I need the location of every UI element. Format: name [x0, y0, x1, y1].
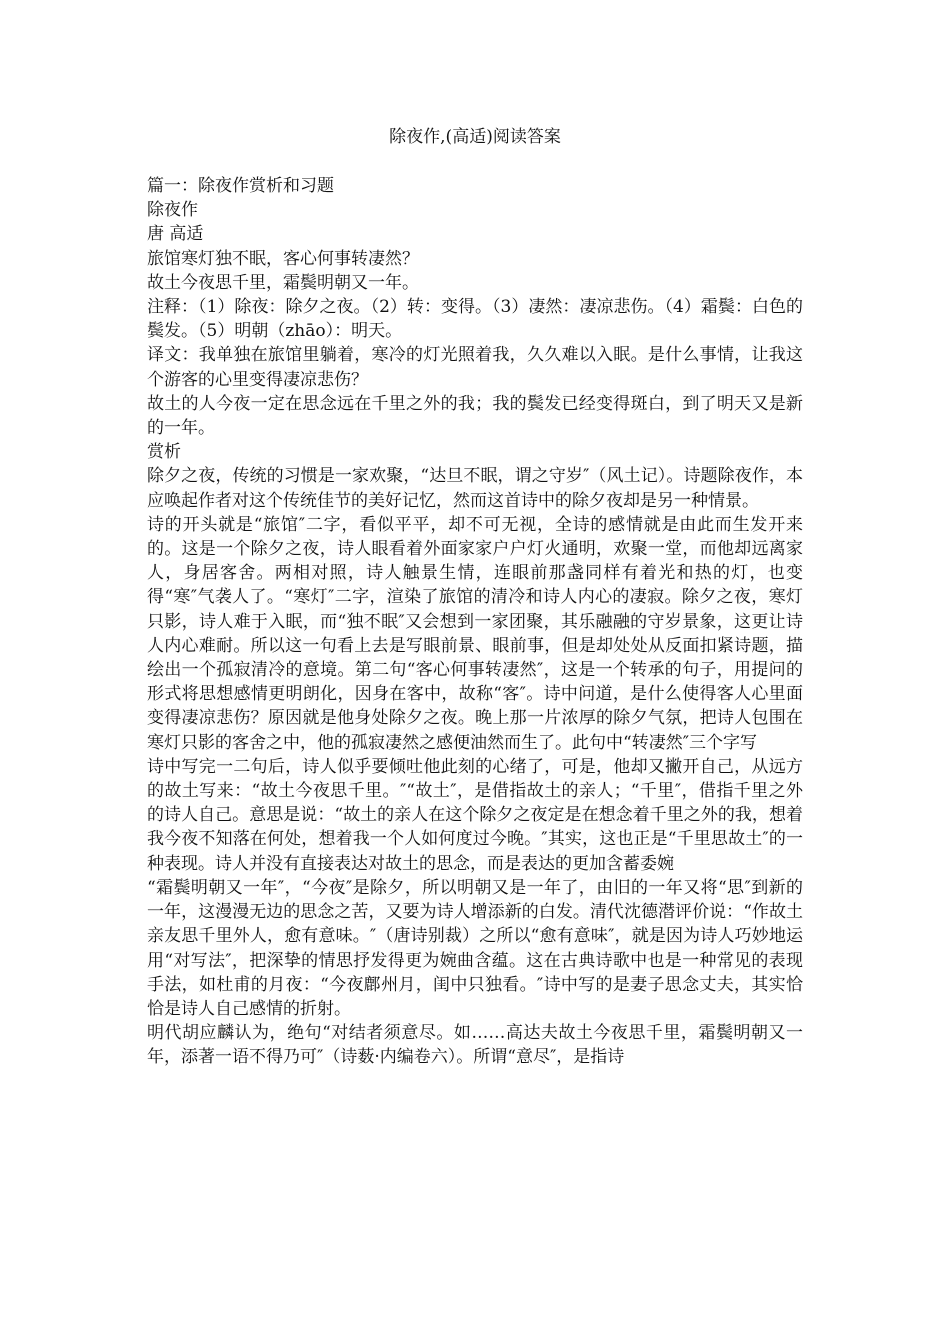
- document-title: 除夜作,(高适)阅读答案: [389, 127, 561, 147]
- document-body: [147, 174, 803, 1070]
- appreciation-heading: 赏析: [147, 442, 181, 463]
- appreciation-paragraph-5: 明代胡应麟认为，绝句“对结者须意尽。如……高达夫故土今夜思千里，霜鬓明朝又一年，添著一语不得乃可″（诗薮·内编卷六）。所谓“意尽″，是指诗: [147, 1023, 803, 1068]
- poem-line-1: 旅馆寒灯独不眠，客心何事转凄然？: [147, 248, 419, 269]
- translation-paragraph-2: 故土的人今夜一定在思念远在千里之外的我；我的鬓发已经变得斑白，到了明天又是新的一年。: [147, 393, 803, 439]
- poem-author: 唐 高适: [147, 224, 204, 245]
- appreciation-paragraph-3: 诗中写完一二句后，诗人似乎要倾吐他此刻的心绪了，可是，他却又撇开自己，从远方的故土写来：“故土今夜思千里。″“故土″，是借指故土的亲人；“千里″，借指千里之外的诗人自己。意思是说：“故土的亲人在这个除夕之夜定是在想念着千里之外的我，想着我今夜不知落在何处，想着我一个人如何度过今晚。″其实，这也正是“千里思故土″的一种表现。诗人并没有直接表达对故土的思念，而是表达的更加含蓄委婉: [147, 756, 803, 874]
- appreciation-paragraph-4: “霜鬓明朝又一年″，“今夜″是除夕，所以明朝又是一年了，由旧的一年又将“思″到新的一年，这漫漫无边的思念之苦，又要为诗人增添新的白发。清代沈德潜评价说：“作故土亲友思千里外人，愈有意味。″（唐诗别裁）之所以“愈有意味″，就是因为诗人巧妙地运用“对写法″，把深挚的情思抒发得更为婉曲含蕴。这在古典诗歌中也是一种常见的表现手法，如杜甫的月夜：“今夜鄜州月，闺中只独看。″诗中写的是妻子思念丈夫，其实恰恰是诗人自己感情的折射。: [147, 877, 803, 1019]
- annotation-paragraph: 注释：（1）除夜：除夕之夜。（2）转：变得。（3）凄然：凄凉悲伤。（4）霜鬓：白色的鬓发。（5）明朝（zhāo）：明天。: [147, 297, 803, 342]
- appreciation-paragraph-1: 除夕之夜，传统的习惯是一家欢聚，“达旦不眠，谓之守岁″（风土记）。诗题除夜作，本应唤起作者对这个传统佳节的美好记忆，然而这首诗中的除夕夜却是另一种情景。: [147, 466, 803, 511]
- poem-title: 除夜作: [147, 200, 198, 221]
- section-heading: 篇一：除夜作赏析和习题: [147, 176, 334, 196]
- appreciation-paragraph-2: 诗的开头就是“旅馆″二字，看似平平，却不可无视，全诗的感情就是由此而生发开来的。这是一个除夕之夜，诗人眼看着外面家家户户灯火通明，欢聚一堂，而他却远离家人，身居客舍。两相对照，诗人触景生情，连眼前那盏同样有着光和热的灯，也变得“寒″气袭人了。“寒灯″二字，渲染了旅馆的清冷和诗人内心的凄寂。除夕之夜，寒灯只影，诗人难于入眠，而“独不眠″又会想到一家团聚，其乐融融的守岁景象，这更让诗人内心难耐。所以这一句看上去是写眼前景、眼前事，但是却处处从反面扣紧诗题，描绘出一个孤寂清冷的意境。第二句“客心何事转凄然″，这是一个转承的句子，用提问的形式将思想感情更明朗化，因身在客中，故称“客″。诗中问道，是什么使得客人心里面变得凄凉悲伤？原因就是他身处除夕之夜。晚上那一片浓厚的除夕气氛，把诗人包围在寒灯只影的客舍之中，他的孤寂凄然之感便油然而生了。此句中“转凄然″三个字写: [147, 514, 803, 753]
- translation-paragraph-1: 译文：我单独在旅馆里躺着，寒冷的灯光照着我，久久难以入眠。是什么事情，让我这个游客的心里变得凄凉悲伤？: [147, 345, 803, 390]
- poem-line-2: 故土今夜思千里，霜鬓明朝又一年。: [147, 272, 419, 293]
